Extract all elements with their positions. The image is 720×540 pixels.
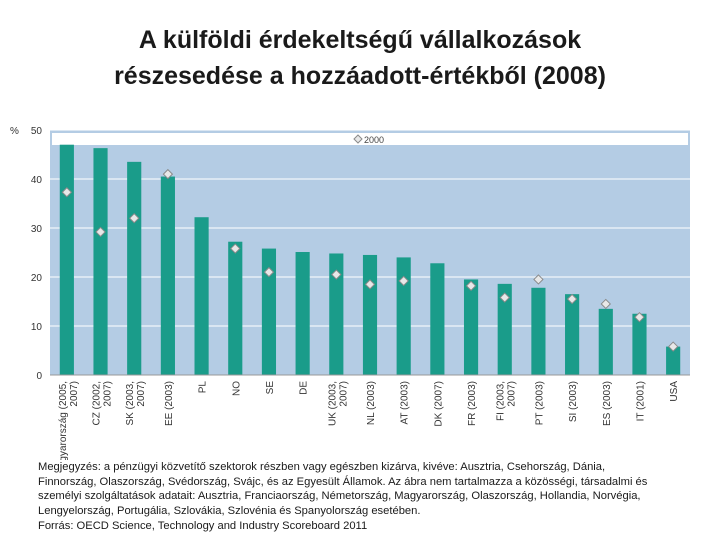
note-line: Megjegyzés: a pénzügyi közvetítő szektorok részben vagy egészben kizárva, kivéve: Ausztria, Csehország, Dánia, bbox=[38, 461, 606, 473]
x-tick-label-line: DK (2007) bbox=[433, 381, 445, 427]
note-line: személyi szolgáltatások adatait: Ausztria, Franciaország, Németország, Magyarország, Olaszország, Hollandia, Norvégia, bbox=[38, 490, 641, 503]
y-tick-label: 10 bbox=[30, 322, 42, 333]
bar bbox=[93, 148, 107, 375]
x-tick-label-line: PL bbox=[197, 381, 209, 394]
x-tick-label bbox=[299, 381, 310, 395]
x-tick-label-line: FI (2003, bbox=[495, 381, 507, 422]
bar bbox=[60, 145, 74, 375]
x-tick-label bbox=[125, 381, 147, 425]
x-tick-label-line: IT (2001) bbox=[635, 381, 647, 422]
bar bbox=[296, 252, 310, 375]
x-tick-label bbox=[58, 381, 80, 460]
bar-chart bbox=[0, 120, 720, 460]
bar bbox=[127, 162, 141, 375]
x-tick-label-line: CZ (2002, bbox=[91, 381, 103, 426]
note-line: Lengyelország, Portugália, Szlovákia, Szlovénia és Spanyolország esetében. bbox=[38, 505, 421, 518]
x-tick-label-line: 2007) bbox=[506, 381, 518, 407]
x-tick-label bbox=[496, 381, 518, 421]
bar bbox=[195, 217, 209, 375]
x-tick-label bbox=[327, 381, 349, 426]
slide-title bbox=[0, 22, 720, 94]
bar bbox=[531, 288, 545, 375]
y-tick-label: 20 bbox=[30, 273, 42, 284]
x-tick-label bbox=[231, 381, 242, 396]
bar bbox=[632, 314, 646, 375]
x-tick-label-line: DE bbox=[298, 381, 310, 395]
x-tick-label bbox=[433, 381, 444, 427]
x-tick-label-line: USA bbox=[669, 381, 681, 402]
note-line: Finnország, Olaszország, Svédország, Svájc, és az Egyesült Államok. Az ábra nem tartalmazza a közösségi, társadalmi és bbox=[38, 475, 648, 488]
x-tick-label-line: 2007) bbox=[136, 381, 148, 407]
bar bbox=[430, 263, 444, 375]
x-tick-label-line: SK (2003, bbox=[125, 381, 137, 426]
x-tick-label-line: EE (2003) bbox=[163, 381, 175, 427]
y-axis-label: % bbox=[10, 126, 19, 137]
x-tick-label bbox=[164, 381, 175, 426]
x-tick-label bbox=[635, 381, 646, 421]
x-tick-label-line: PT (2003) bbox=[534, 381, 546, 426]
title-line-1: A külföldi érdekeltségű vállalkozások bbox=[138, 26, 582, 54]
x-tick-label bbox=[568, 381, 579, 422]
x-tick-label-line: SI (2003) bbox=[568, 381, 580, 423]
note-line: Forrás: OECD Science, Technology and Industry Scoreboard 2011 bbox=[38, 519, 368, 532]
bar bbox=[397, 257, 411, 375]
title-line-2: részesedése a hozzáadott-értékből (2008) bbox=[114, 62, 606, 90]
x-tick-label-line: NO bbox=[231, 381, 243, 396]
bar bbox=[228, 242, 242, 375]
bar bbox=[161, 177, 175, 375]
x-tick-label-line: SE bbox=[264, 381, 276, 395]
x-tick-label-line: NL (2003) bbox=[366, 381, 377, 426]
y-tick-label: 30 bbox=[30, 224, 42, 235]
bar bbox=[363, 255, 377, 375]
x-tick-label bbox=[92, 381, 114, 425]
x-tick-label-line: FR (2003) bbox=[467, 381, 479, 427]
x-tick-label-line: ES (2003) bbox=[601, 381, 613, 427]
y-tick-label: 40 bbox=[30, 175, 42, 186]
x-tick-label-line: AT (2003) bbox=[399, 381, 411, 425]
x-tick-label bbox=[534, 381, 545, 425]
x-tick-label-line: 2007) bbox=[68, 381, 80, 407]
x-tick-label-line: Magyarország (2005, bbox=[57, 381, 69, 460]
x-tick-label bbox=[265, 381, 276, 395]
bar bbox=[464, 279, 478, 375]
legend-label: 2000 bbox=[364, 135, 385, 145]
x-tick-label bbox=[669, 381, 680, 402]
x-tick-label bbox=[467, 381, 478, 426]
x-tick-label bbox=[602, 381, 613, 426]
chart-area bbox=[0, 120, 720, 460]
y-tick-label: 0 bbox=[36, 371, 42, 382]
y-tick-label: 50 bbox=[30, 126, 42, 137]
x-tick-label bbox=[400, 381, 411, 425]
x-tick-label-line: 2007) bbox=[102, 381, 114, 407]
bar bbox=[565, 294, 579, 375]
x-tick-label-line: UK (2003, bbox=[327, 381, 339, 427]
bar bbox=[599, 309, 613, 375]
x-tick-label bbox=[366, 381, 377, 425]
x-tick-label-line: 2007) bbox=[338, 381, 350, 407]
x-tick-label bbox=[198, 381, 209, 394]
footnote bbox=[38, 460, 698, 534]
